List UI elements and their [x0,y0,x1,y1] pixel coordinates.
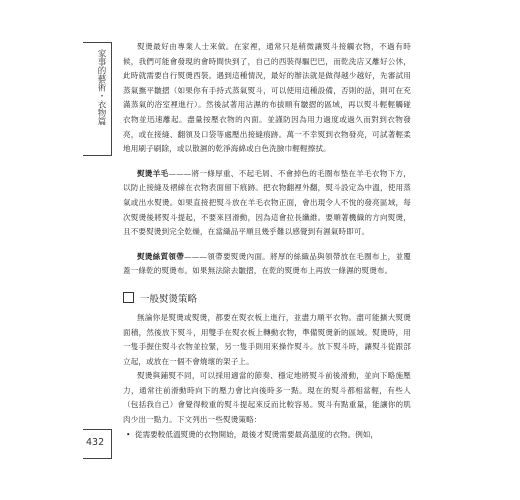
section-title: 一般熨燙策略 [140,293,198,305]
page-number: 432 [86,437,105,448]
strategy-list [123,428,411,443]
section-heading [123,291,411,305]
silk-tie-text: ———領帶要熨燙內面。將厚的絲織品與領帶放在毛圈布上，並覆蓋一條乾的熨燙布。如果無法除去皺摺，在乾的熨燙布上再放一條濕的熨燙布。 [123,251,411,276]
list-item: • 從需要較低溫熨燙的衣物開始，最後才熨燙需要最高溫度的衣物。例如， [135,428,411,443]
term-silk-tie: 熨燙絲質領帶 [137,251,185,261]
paragraph-wool [123,167,411,240]
chapter-label: 家事的藝術・衣物篇 [96,49,106,126]
chapter-side-tab [83,42,112,156]
paragraph-intro: 熨燙最好由專業人士來做。在家裡，通常只是稍微讓熨斗接觸衣物，不過有時候，我們可能會發現的會時間快到了，自己的西裝得驅巴巴，而乾洗店又離好公休，此時就需要自行熨燙西裝。遇到這種情況，最好的辦法就是做得越少越好，先審試用蒸氣撫平皺摺（如果你有手持式蒸氣熨斗，可以使用這種設備，否則的話，則可在充滿蒸氣的浴室裡進行）。然後試著用沾濕的布拔順有皺摺的區域，再以熨斗輕輕觸碰衣物並迅速離起。盡量按壓衣物的內面。並謹防因為用力過度或過久而對到衣物發亮，或在接縫、翻領及口袋等處壓出接縫痕跡。萬一不幸熨到衣物發亮，可試著輕柔地用刷子刷除，或以散濕的乾淨海綿或白色洗臉巾輕輕擦拭。 [123,42,411,154]
wool-text: ———將一條厚重、不起毛屑、不會掉色的毛圈布墊在羊毛衣物下方，以防止接縫及褶線在衣物表面留下痕跡。把衣物翻裡外翻，熨斗設定為中溫，使用蒸氣或出水熨燙。如果直接把熨斗放在羊毛衣物正面，會出現令人不悅的發亮區域，每次熨燙後將熨斗提起，不要來回滑動，因為這會拉長纖維。要順著機織的方向熨燙，且不要熨燙到完全乾燥，在當織品平順且幾乎難以感覺到有濕氣時即可。 [123,168,411,237]
term-wool: 熨燙羊毛 [137,168,169,178]
page-body [123,40,411,442]
paragraph-strategy-2: 熨燙與鋪熨不同，可以採用適當的節奏、穩定地將熨斗前後滑動，並向下略施壓力，通常往前滑動時向下的壓力會比向後時多一點。現在的熨斗都相當輕，有些人（包括我自己）會覺得較重的熨斗提起來反而比較容易。熨斗有點重量，能讓你的肌肉少出一點力。下文列出一些熨燙策略： [123,371,411,425]
page-number-tab [83,429,112,459]
section-box-icon [123,292,134,303]
paragraph-silk-tie [123,250,411,279]
paragraph-strategy-1: 無論你是熨燙或熨燙，都要在熨衣板上進行，並盡力順平衣物。盡可能擴大熨燙面積，然後放下熨斗，用雙手在熨衣板上轉動衣物，準備熨燙新的區域。熨燙時，用一隻手握住熨斗衣物並拉緊，另一隻手則用來操作熨斗。放下熨斗時，讓熨斗從跟部立起，或放在一個不會燒壞的架子上。 [123,312,411,366]
